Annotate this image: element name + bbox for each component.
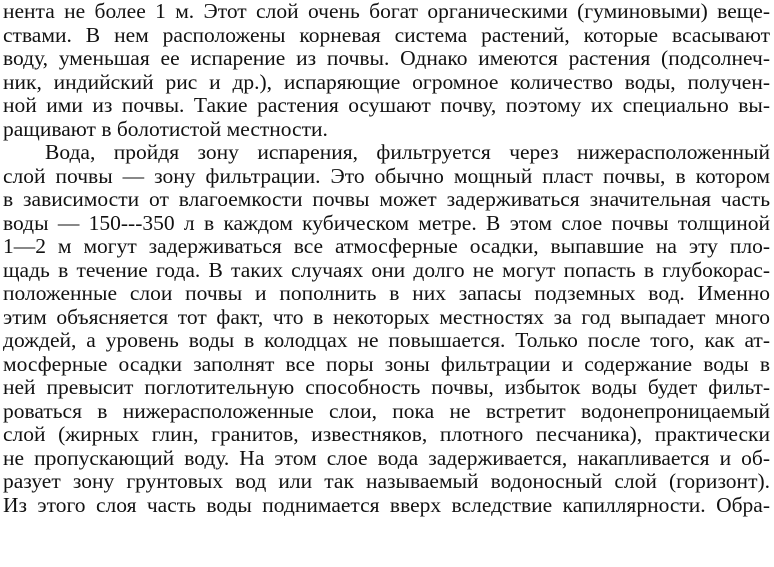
text-line: воду, уменьшая ее испарение из почвы. Однако имеются растения (подсолнеч- xyxy=(3,47,770,70)
paragraph-end-line: ращивают в болотистой местности. xyxy=(3,117,328,141)
text-line: этим объясняется тот факт, что в некоторых местностях за год выпадает много xyxy=(3,305,770,329)
text-line: нента не более 1 м. Этот слой очень богат органическими (гуминовыми) веще- xyxy=(3,0,770,23)
text-line: слой (жирных глин, гранитов, известняков, плотного песчаника), практически xyxy=(3,423,770,446)
text-line: дождей, а уровень воды в колодцах не повышается. Только после того, как ат- xyxy=(3,329,770,352)
text-line: ствами. В нем расположены корневая система растений, которые всасывают xyxy=(3,23,770,47)
paragraph-start-line: Вода, пройдя зону испарения, фильтруется через нижерасположенный xyxy=(45,141,770,164)
text-line: положенные слои почвы и пополнить в них запасы подземных вод. Именно xyxy=(3,282,770,305)
document-page xyxy=(3,0,770,517)
text-line: ней превысит поглотительную способность почвы, избыток воды будет фильт- xyxy=(3,376,770,399)
text-line: воды — 150---350 л в каждом кубическом метре. В этом слое почвы толщиной xyxy=(3,211,770,235)
text-line: щадь в течение года. В таких случаях они долго не могут попасть в глубокорас- xyxy=(3,258,770,282)
text-line: разует зону грунтовых вод или так называемый водоносный слой (горизонт). xyxy=(3,470,770,493)
text-line: ной ими из почвы. Такие растения осушают почву, поэтому их специально вы- xyxy=(3,94,770,117)
text-line: 1—2 м могут задерживаться все атмосферные осадки, выпавшие на эту пло- xyxy=(3,235,770,258)
text-line: ник, индийский рис и др.), испаряющие огромное количество воды, получен- xyxy=(3,70,770,94)
text-line: мосферные осадки заполнят все поры зоны фильтрации и содержание воды в xyxy=(3,352,770,376)
text-line: слой почвы — зону фильтрации. Это обычно мощный пласт почвы, в котором xyxy=(3,164,770,188)
text-line: в зависимости от влагоемкости почвы может задерживаться значительная часть xyxy=(3,188,770,211)
text-line: роваться в нижерасположенные слои, пока не встретит водонепроницаемый xyxy=(3,399,770,423)
text-line: не пропускающий воду. На этом слое вода задерживается, накапливается и об- xyxy=(3,446,770,470)
text-line: Из этого слоя часть воды поднимается вверх вследствие капиллярности. Обра- xyxy=(3,493,770,517)
